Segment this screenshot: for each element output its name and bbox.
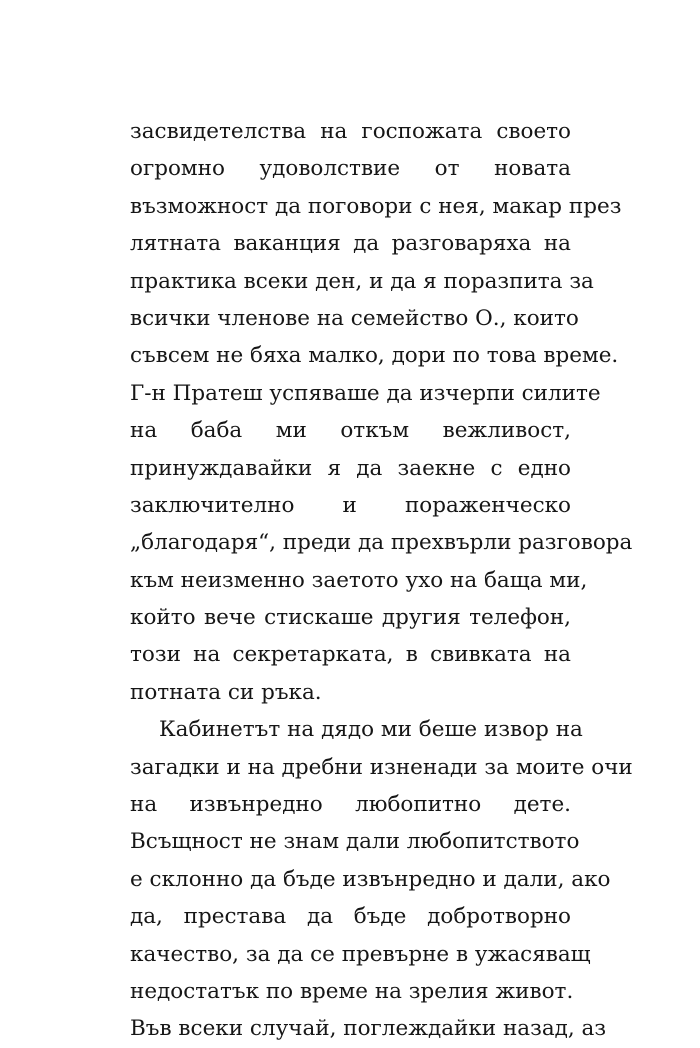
text-line: лятната ваканция да разговаряха на: [130, 231, 571, 257]
text-line: практика всеки ден, и да я поразпита за: [130, 268, 594, 294]
text-line: недостатък по време на зрелия живот.: [130, 978, 574, 1004]
text-line: на баба ми откъм вежливост,: [130, 418, 571, 444]
text-line: Във всеки случай, поглеждайки назад, аз: [130, 1016, 607, 1042]
text-line: „благодаря“, преди да прехвърли разговора: [130, 530, 633, 556]
text-line: Всъщност не знам дали любопитството: [130, 829, 580, 855]
text-line: този на секретарката, в свивката на: [130, 642, 571, 668]
text-line: заключително и пораженческо: [130, 492, 571, 518]
text-line: огромно удоволствие от новата: [130, 156, 571, 182]
text-line: да, престава да бъде добротворно: [130, 904, 571, 930]
text-line: загадки и на дребни изненади за моите очи: [130, 754, 633, 780]
text-line-paragraph-end: потната си ръка.: [130, 679, 322, 705]
text-line: към неизменно заетото ухо на баща ми,: [130, 567, 588, 593]
text-line: на извънредно любопитно дете.: [130, 792, 571, 818]
text-line: всички членове на семейство О., които: [130, 305, 579, 331]
text-line: е склонно да бъде извънредно и дали, ако: [130, 866, 611, 892]
body-text: [130, 113, 633, 1048]
text-line: възможност да поговори с нея, макар през: [130, 193, 622, 219]
text-line: съвсем не бяха малко, дори по това време.: [130, 343, 619, 369]
text-line: принуждавайки я да заекне с едно: [130, 455, 571, 481]
text-line: който вече стискаше другия телефон,: [130, 605, 571, 631]
text-line: засвидетелства на госпожата своето: [130, 119, 571, 144]
text-line-paragraph-start: Кабинетът на дядо ми беше извор на: [159, 717, 583, 743]
text-line: Г-н Пратеш успяваше да изчерпи силите: [130, 380, 601, 406]
text-line: качество, за да се превърне в ужасяващ: [130, 941, 591, 967]
